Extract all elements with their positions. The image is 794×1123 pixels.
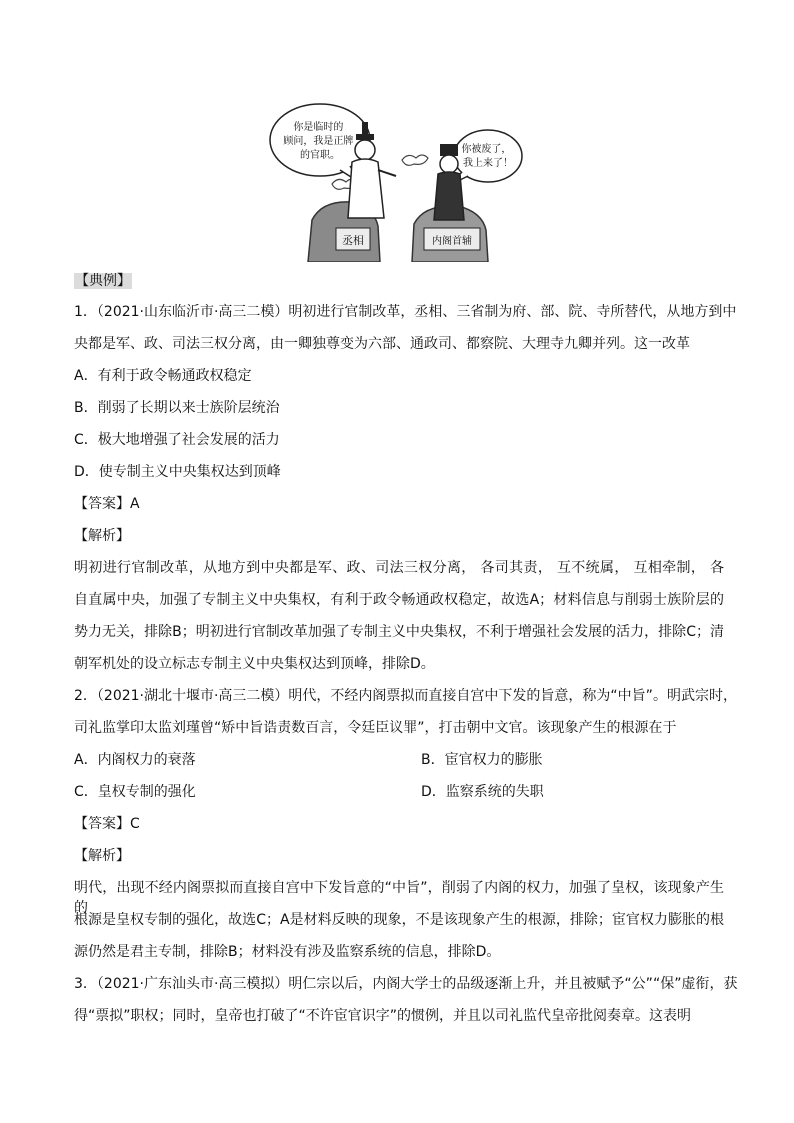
q3-stem-line1: 3．（2021·广东汕头市·高三模拟）明仁宗以后，内阁大学士的品级逐渐上升，并且被赋予“公”“保”虚衔，获 [74,976,738,992]
bubble-left-line2: 顾问，我是正牌 [283,136,354,147]
q1-analysis-line4: 朝军机处的设立标志专制主义中央集权达到顶峰，排除D。 [74,656,435,672]
plaque-left: 丞相 [342,234,364,247]
bubble-left-line1: 你是临时的 [293,122,344,133]
q2-analysis-label: 【解析】 [74,848,130,864]
q2-option-b: B．宦官权力的膨胀 [421,752,543,768]
q2-analysis-line1: 明代，出现不经内阁票拟而直接自宫中下发旨意的“中旨”，削弱了内阁的权力，加强了皇权，该现象产生的 [74,880,724,916]
q2-stem-line1: 2．（2021·湖北十堰市·高三二模）明代，不经内阁票拟而直接自宫中下发的旨意，称为“中旨”。明武宗时， [74,688,737,704]
q2-option-c: C．皇权专制的强化 [74,784,196,800]
q1-option-b: B．削弱了长期以来士族阶层统治 [74,400,280,416]
q2-analysis-line3: 源仍然是君主专制，排除B；材料没有涉及监察系统的信息，排除D。 [74,944,501,960]
q1-stem-line2: 央都是军、政、司法三权分离，由一卿独尊变为六部、通政司、都察院、大理寺九卿并列。这一改革 [74,336,690,352]
q1-option-a: A．有利于政令畅通政权稳定 [74,368,252,384]
q1-analysis-line2: 自直属中央，加强了专制主义中央集权，有利于政令畅通政权稳定，故选A；材料信息与削弱士族阶层的 [74,592,724,608]
q1-analysis-label: 【解析】 [74,528,130,544]
q1-option-c: C．极大地增强了社会发展的活力 [74,432,280,448]
plaque-right: 内阁首辅 [432,236,472,247]
section-tag-row [74,271,724,291]
q2-answer-value: C [130,816,140,832]
q2-options-row1 [74,750,724,770]
bubble-right-line1: 你被废了， [461,144,512,155]
q2-answer-label: 【答案】 [74,816,130,832]
q1-analysis-line3: 势力无关，排除B；明初进行官制改革加强了专制主义中央集权，不利于增强社会发展的活力，排除C；清 [74,624,724,640]
q2-analysis-line2: 根源是皇权专制的强化，故选C；A是材料反映的现象，不是该现象产生的根源，排除；宦官权力膨胀的根 [74,912,724,928]
q2-option-a: A．内阁权力的衰落 [74,752,196,768]
section-tag: 【典例】 [75,273,131,289]
bubble-right-line2: 我上来了！ [463,158,513,169]
q1-answer-value: A [130,496,140,512]
cartoon-illustration [262,100,524,262]
q1-analysis-line1: 明初进行官制改革，从地方到中央都是军、政、司法三权分离， 各司其责， 互不统属， 互相牵制， 各 [74,560,724,576]
q3-stem-line2: 得“票拟”职权；同时，皇帝也打破了“不许宦官识字”的惯例，并且以司礼监代皇帝批阅奏章。这表明 [74,1008,692,1024]
bubble-left-line3: 的官职。 [300,150,340,161]
q1-answer-row [74,494,724,514]
q1-stem-line1: 1．（2021·山东临沂市·高三二模）明初进行官制改革，丞相、三省制为府、部、院、寺所替代，从地方到中 [74,304,737,320]
q1-option-d: D．使专制主义中央集权达到顶峰 [74,464,281,480]
q2-options-row2 [74,782,724,802]
q2-option-d: D．监察系统的失职 [421,784,544,800]
cloud-decoration-right [402,155,428,165]
q2-stem-line2: 司礼监掌印太监刘瑾曾“矫中旨诰责数百言，令廷臣议罪”，打击朝中文官。该现象产生的根源在于 [74,720,677,736]
q1-answer-label: 【答案】 [74,496,130,512]
q2-answer-row [74,814,724,834]
